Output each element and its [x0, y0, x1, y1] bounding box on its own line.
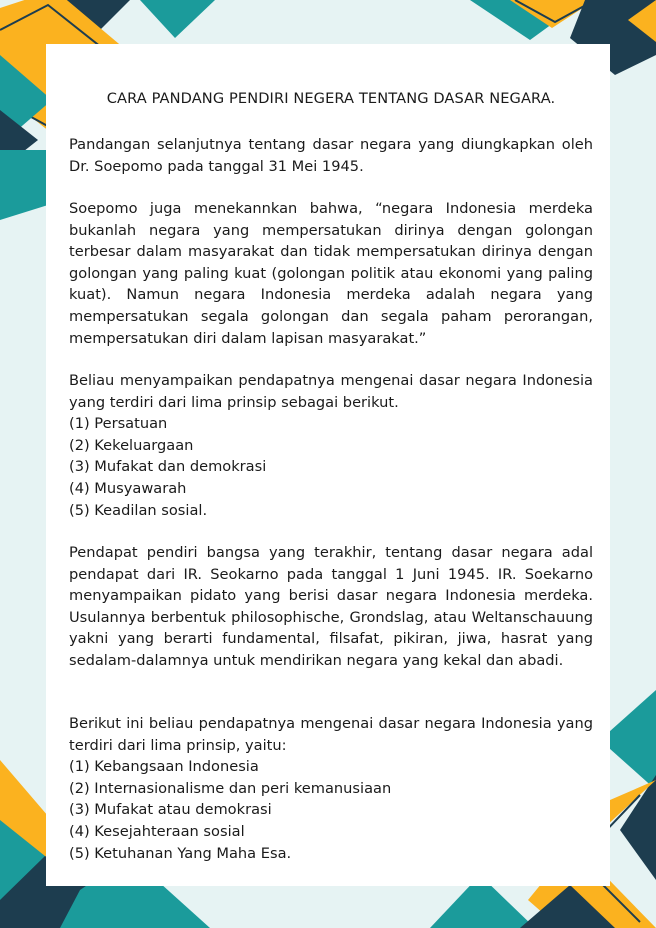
list-item: (1) Persatuan — [69, 415, 168, 433]
list-item: (2) Kekeluargaan — [69, 436, 194, 454]
list-item: (5) Keadilan sosial. — [69, 501, 208, 519]
document-title: CARA PANDANG PENDIRI NEGERA TENTANG DASAR NEGARA. — [106, 90, 556, 107]
soepomo-quote-paragraph: Soepomo juga menekannkan bahwa, “negara Indonesia merdeka bukanlah negara yang mempersatukan dirinya dengan golongan terbesar dalam masyarakat dan tidak mempersatukan dirinya dengan golongan yang paling kuat (golongan politik atau ekonomi yang paling kuat). Namun negara Indonesia merdeka adalah negara yang mempersatukan segala golongan dan segala paham perorangan, mempersatukan diri dalam lapisan masyarakat.” — [69, 200, 593, 347]
section-soepomo-principles — [69, 370, 593, 521]
soekarno-principle-list — [69, 756, 593, 864]
section-soekarno-principles — [69, 713, 593, 864]
section1-lead: Beliau menyampaikan pendapatnya mengenai dasar negara Indonesia yang terdiri dari lima prinsip sebagai berikut. — [69, 372, 593, 411]
list-item: (3) Mufakat atau demokrasi — [69, 801, 272, 819]
deco-teal-diamond-top-left — [140, 0, 215, 38]
list-item: (4) Kesejahteraan sosial — [69, 822, 245, 840]
list-item: (5) Ketuhanan Yang Maha Esa. — [69, 844, 292, 862]
soekarno-paragraph: Pendapat pendiri bangsa yang terakhir, tentang dasar negara adal pendapat dari IR. Seokarno pada tanggal 1 Juni 1945. IR. Soekarno menyampaikan pidato yang berisi dasar negara Indonesia merdeka. Usulannya berbentuk philosophische, Grondslag, atau Weltanschauung yakni yang berarti fundamental, filsafat, pikiran, jiwa, hasrat yang sedalam-dalamnya untuk mendirikan negara yang kekal dan abadi. — [69, 544, 593, 669]
section2-lead: Berikut ini beliau pendapatnya mengenai dasar negara Indonesia yang terdiri dari lima prinsip, yaitu: — [69, 715, 593, 754]
soepomo-principle-list — [69, 413, 593, 521]
list-item: (3) Mufakat dan demokrasi — [69, 458, 267, 476]
list-item: (2) Internasionalisme dan peri kemanusiaan — [69, 779, 392, 797]
intro-paragraph: Pandangan selanjutnya tentang dasar negara yang diungkapkan oleh Dr. Soepomo pada tanggal 31 Mei 1945. — [69, 136, 593, 175]
list-item: (4) Musyawarah — [69, 479, 187, 497]
deco-teal-diamond-left — [0, 150, 48, 220]
list-item: (1) Kebangsaan Indonesia — [69, 758, 259, 776]
